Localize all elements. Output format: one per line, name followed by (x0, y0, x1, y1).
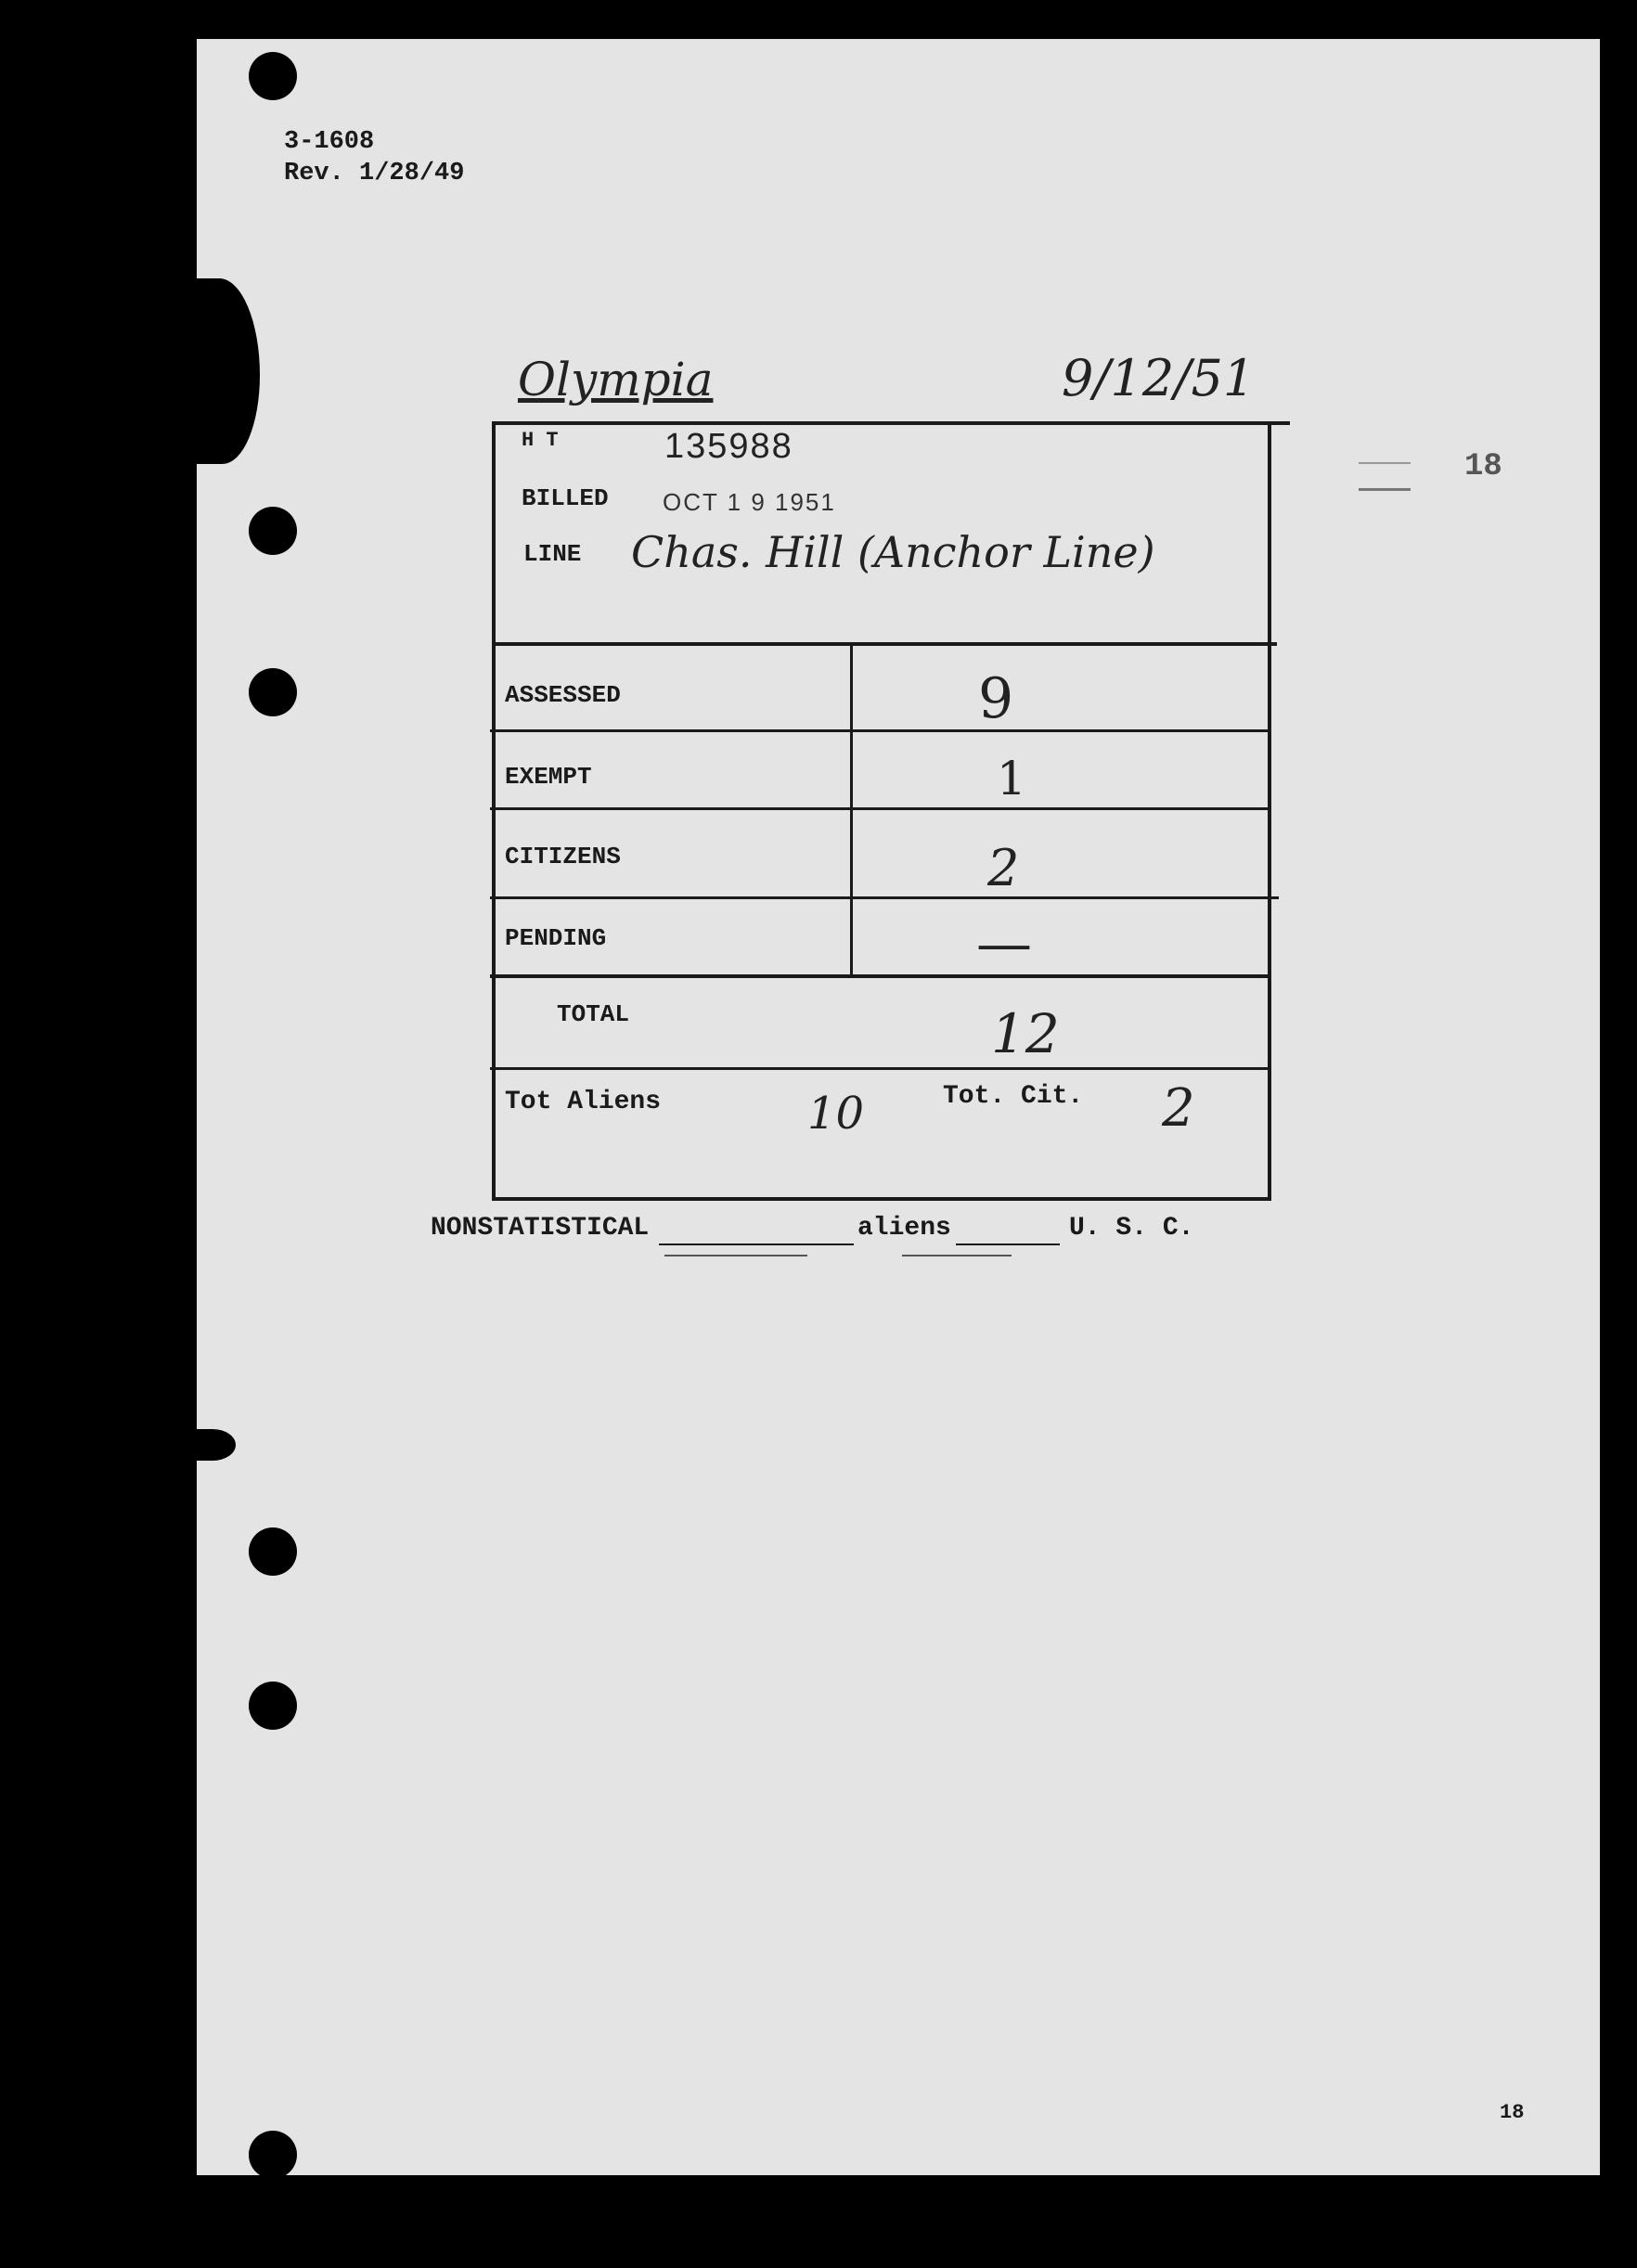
punch-hole (249, 1527, 297, 1576)
exempt-label: EXEMPT (505, 763, 592, 791)
exempt-value: 1 (997, 752, 1026, 805)
margin-dash (1359, 462, 1411, 464)
billed-date-stamp: OCT 1 9 1951 (663, 488, 836, 516)
row-divider (490, 974, 1271, 978)
assessed-value: 9 (978, 666, 1014, 731)
nonstatistical-blank (664, 1255, 807, 1256)
row-divider (490, 1067, 1271, 1070)
box-top-border (494, 421, 1290, 425)
aliens-blank (902, 1255, 1012, 1256)
citizens-value: 2 (987, 839, 1020, 897)
steamship-line: Chas. Hill (Anchor Line) (631, 527, 1155, 577)
document-page (197, 39, 1600, 2175)
line-label: LINE (523, 540, 582, 568)
header-divider (492, 642, 1277, 646)
torn-edge (189, 1429, 236, 1461)
tot-aliens-value: 10 (807, 1088, 865, 1140)
nonstatistical-blank (659, 1244, 854, 1245)
punch-hole (249, 1682, 297, 1730)
punch-hole (249, 507, 297, 555)
box-left-border (492, 421, 496, 1201)
ht-number: 135988 (664, 427, 793, 466)
punch-hole (249, 2131, 297, 2179)
form-number: 3-1608 (284, 128, 375, 156)
billed-label: BILLED (522, 484, 609, 512)
aliens-label: aliens (857, 1214, 951, 1243)
usc-label: U. S. C. (1069, 1214, 1194, 1243)
form-revision: Rev. 1/28/49 (284, 160, 465, 187)
box-bottom-border (492, 1197, 1271, 1201)
vessel-name: Olympia (518, 353, 714, 406)
column-divider (850, 644, 853, 976)
tot-cit-label: Tot. Cit. (943, 1082, 1084, 1111)
total-label: TOTAL (557, 1000, 630, 1028)
box-right-border (1268, 421, 1271, 1201)
pending-value: — (976, 911, 1032, 976)
tot-cit-value: 2 (1162, 1078, 1195, 1139)
row-divider (490, 807, 1271, 810)
page-number-top: 18 (1464, 449, 1502, 484)
arrival-date: 9/12/51 (1062, 349, 1256, 407)
row-divider (490, 729, 1271, 732)
tot-aliens-label: Tot Aliens (505, 1088, 662, 1116)
total-value: 12 (991, 1002, 1060, 1065)
page-number-bottom: 18 (1500, 2101, 1525, 2124)
aliens-blank (956, 1244, 1060, 1245)
assessed-label: ASSESSED (505, 681, 621, 709)
nonstatistical-label: NONSTATISTICAL (431, 1214, 650, 1243)
margin-dash (1359, 488, 1411, 491)
ht-label: H T (522, 429, 559, 452)
citizens-label: CITIZENS (505, 843, 621, 870)
row-divider (490, 896, 1279, 899)
punch-hole (249, 668, 297, 716)
punch-hole (249, 52, 297, 100)
pending-label: PENDING (505, 924, 607, 952)
